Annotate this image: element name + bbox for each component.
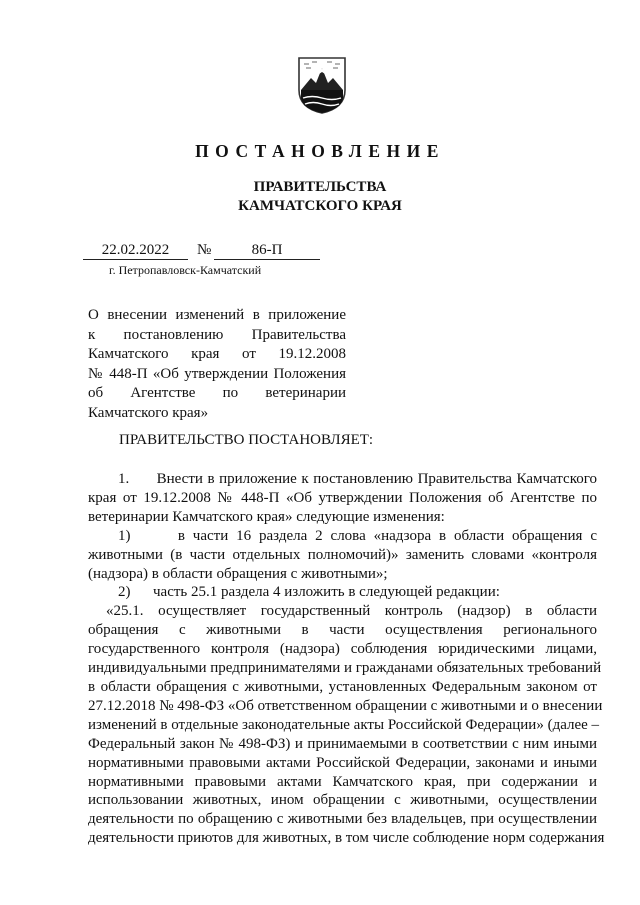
body-line: деятельности приютов для животных, в том числе соблюдение норм содержания [88,830,605,847]
number-sign: № [197,242,212,258]
body-line: индивидуальными предпринимателями и гражданами обязательных требований [88,660,602,677]
body-line: Федеральный закон № 498-ФЗ) и принимаемыми в соответствии с ним иными [88,735,597,752]
decree-heading: ПРАВИТЕЛЬСТВО ПОСТАНОВЛЯЕТ: [119,432,374,448]
document-city: г. Петропавловск-Камчатский [109,263,262,277]
document-title: ПОСТАНОВЛЕНИЕ [195,141,445,161]
kamchatka-coat-of-arms-icon [297,56,347,114]
body-line: ветеринарии Камчатского края» следующие изменения: [88,508,445,525]
body-line: 27.12.2018 № 498-ФЗ «Об ответственном обращении с животными и о внесении [88,697,603,714]
body-line: нормативными правовыми актами Российской Федерации, законами и иными [88,754,597,771]
issuing-organization [0,178,640,216]
body-line: (надзора) в области обращения с животными»; [88,565,388,582]
subject-line: О внесении изменений в приложение [88,307,346,323]
document-number: 86-П [214,242,320,260]
body-line: изменений в отдельные законодательные акты Российской Федерации» (далее – [88,716,600,733]
body-line: 2) часть 25.1 раздела 4 изложить в следующей редакции: [118,584,500,601]
subject-line: об Агентстве по ветеринарии [88,385,346,402]
subject-line: Камчатского края» [88,404,209,421]
body-line: животными (в части отдельных полномочий)» заменить словами «контроля [88,546,597,563]
org-line-1: ПРАВИТЕЛЬСТВА [253,179,387,195]
document-subject [88,306,346,424]
body-line: обращения с животными в части осуществления регионального [88,622,597,639]
body-line: «25.1. осуществляет государственный контроль (надзор) в области [106,603,597,620]
body-line: государственного контроля (надзора) соблюдения юридическими лицами, [88,641,597,658]
document-date: 22.02.2022 [83,242,188,260]
body-line: нормативными правовыми актами Камчатского края, при содержании и [88,773,597,790]
body-line: деятельности по обращению с животными без владельцев, при осуществлении [88,811,597,828]
body-line: 1) в части 16 раздела 2 слова «надзора в области обращения с [118,527,597,544]
body-line: края от 19.12.2008 № 448-П «Об утверждении Положения об Агентстве по [88,489,597,506]
subject-line: к постановлению Правительства [88,326,346,343]
org-line-2: КАМЧАТСКОГО КРАЯ [238,198,402,214]
body-line: в области обращения с животными, установленных Федеральным законом от [88,678,597,695]
document-body [88,470,605,848]
subject-line: Камчатского края от 19.12.2008 [88,346,346,363]
body-line: 1. Внести в приложение к постановлению Правительства Камчатского [118,471,597,487]
body-line: использовании животных, ином обращении с животными, осуществлении [88,792,597,809]
subject-line: № 448-П «Об утверждении Положения [88,365,346,382]
